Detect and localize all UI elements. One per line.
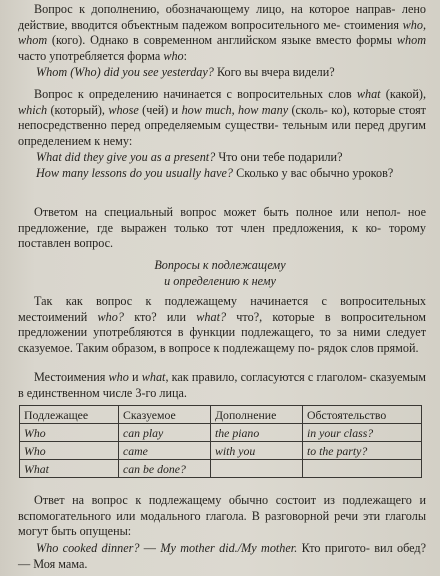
text: предложении употребляются в функции подлежащего, то за ними bbox=[18, 325, 381, 340]
example-whom bbox=[36, 65, 426, 81]
term: how much, how many bbox=[181, 102, 289, 117]
example-english: What did they give you as a present? bbox=[36, 150, 216, 164]
heading-line: Вопросы к подлежащему bbox=[154, 258, 286, 272]
term: whose bbox=[108, 102, 139, 117]
table-header-cell: Обстоятельство bbox=[303, 406, 422, 424]
text: следует сказуемое. Таким образом, в вопросе к подлежащему по- bbox=[18, 325, 427, 355]
table-cell: What bbox=[20, 460, 119, 478]
term: what bbox=[141, 370, 166, 384]
table-cell: to the party? bbox=[303, 442, 422, 460]
text: тельным или перед другим определением к нему: bbox=[18, 118, 426, 148]
text: языке вместо формы bbox=[281, 33, 397, 48]
text: ное предложение, где выражен только тот член предложения, к ко- bbox=[18, 205, 426, 235]
table-cell: can play bbox=[119, 424, 211, 442]
table-cell: in your class? bbox=[303, 424, 422, 442]
paragraph-subject-question bbox=[18, 294, 426, 356]
text: часто употребляется форма bbox=[18, 48, 164, 63]
table-cell: with you bbox=[211, 442, 303, 460]
table-cell: came bbox=[119, 442, 211, 460]
table-row bbox=[20, 442, 422, 460]
table-header-cell: Подлежащее bbox=[20, 406, 119, 424]
text: (какой), bbox=[385, 87, 427, 101]
table-header-cell: Сказуемое bbox=[119, 406, 211, 424]
section-heading bbox=[0, 258, 440, 289]
example-russian: Кто пригото- bbox=[297, 541, 370, 555]
term: what bbox=[356, 87, 381, 101]
table-cell: Who bbox=[20, 424, 119, 442]
text: , как правило, согласуются с глаголом- bbox=[165, 370, 367, 384]
example-english: My mother did./My mother. bbox=[160, 541, 298, 555]
paragraph-attribute-question bbox=[18, 87, 426, 149]
table-cell: can be done? bbox=[119, 460, 211, 478]
table-cell: Who bbox=[20, 442, 119, 460]
text: Так как вопрос к подлежащему начинается с вопросительных bbox=[34, 294, 426, 308]
text: Вопрос к определению начинается с вопросительных слов bbox=[34, 87, 357, 101]
table-cell: the piano bbox=[211, 424, 303, 442]
example-short-answer bbox=[18, 541, 426, 572]
sentence-parts-table bbox=[19, 405, 422, 478]
text: : bbox=[183, 48, 188, 63]
text: стоимения bbox=[344, 17, 403, 32]
text-line: лено действие, вводится объектным падежом вопросительного ме- bbox=[18, 2, 427, 32]
example-russian: Кого вы вчера видели? bbox=[213, 65, 335, 79]
table-cell bbox=[303, 460, 422, 478]
table-header-row bbox=[20, 406, 422, 424]
text: вил обед? — Моя мама. bbox=[18, 541, 426, 571]
text: — bbox=[139, 541, 161, 555]
table-row bbox=[20, 460, 422, 478]
text: и вспомогательного или модального глагола. В разговорной речи bbox=[18, 493, 427, 523]
text-line: Вопрос к дополнению, обозначающему лицо, на которое направ- bbox=[34, 2, 396, 16]
term: who? bbox=[97, 309, 124, 324]
text: Ответом на специальный вопрос может быть полное или непол- bbox=[34, 205, 401, 219]
example-english: How many lessons do you usually have? bbox=[36, 166, 234, 180]
text: (который), bbox=[47, 102, 109, 117]
text: кто? или bbox=[123, 309, 197, 324]
text: (чей) и bbox=[138, 102, 182, 117]
example-english: Who cooked dinner? bbox=[36, 541, 140, 555]
text: что?, которые в вопросительном bbox=[226, 309, 426, 324]
text: сказуемым в единственном числе 3-го лица. bbox=[18, 370, 426, 400]
term: who, whom bbox=[18, 17, 427, 48]
text: уроков? bbox=[352, 166, 394, 180]
table-header-cell: Дополнение bbox=[211, 406, 303, 424]
term: whom bbox=[396, 33, 426, 48]
text: эти глаголы могут быть опущены: bbox=[18, 508, 427, 539]
example-how-many bbox=[18, 166, 426, 182]
text: и bbox=[128, 370, 142, 384]
term: which bbox=[18, 102, 48, 117]
example-russian: Что они тебе подарили? bbox=[215, 150, 343, 164]
example-english: Whom (Who) did you see yesterday? bbox=[36, 65, 214, 79]
text: (кого). Однако в современном английском bbox=[47, 33, 277, 48]
paragraph-answer bbox=[18, 205, 426, 252]
example-russian: Сколько у вас обычно bbox=[233, 166, 350, 180]
heading-line: и определению к нему bbox=[164, 273, 276, 288]
text: местоимений bbox=[18, 309, 98, 324]
text: Местоимения bbox=[34, 370, 109, 384]
term: who bbox=[108, 370, 129, 384]
paragraph-object-question bbox=[18, 2, 426, 64]
paragraph-agreement bbox=[18, 370, 426, 401]
term: what? bbox=[196, 309, 227, 324]
table-row bbox=[20, 424, 422, 442]
text: (сколь- bbox=[288, 102, 328, 117]
text: торому поставлен вопрос. bbox=[18, 220, 426, 251]
paragraph-short-answer bbox=[18, 493, 426, 540]
text: Ответ на вопрос к подлежащему обычно состоит из подлежащего bbox=[34, 493, 412, 507]
table-cell bbox=[211, 460, 303, 478]
text: ко), которые стоят непосредственно перед определяемым существи- bbox=[18, 102, 427, 133]
term: who bbox=[163, 48, 184, 63]
text: рядок слов прямой. bbox=[317, 340, 419, 355]
example-what bbox=[36, 150, 426, 166]
